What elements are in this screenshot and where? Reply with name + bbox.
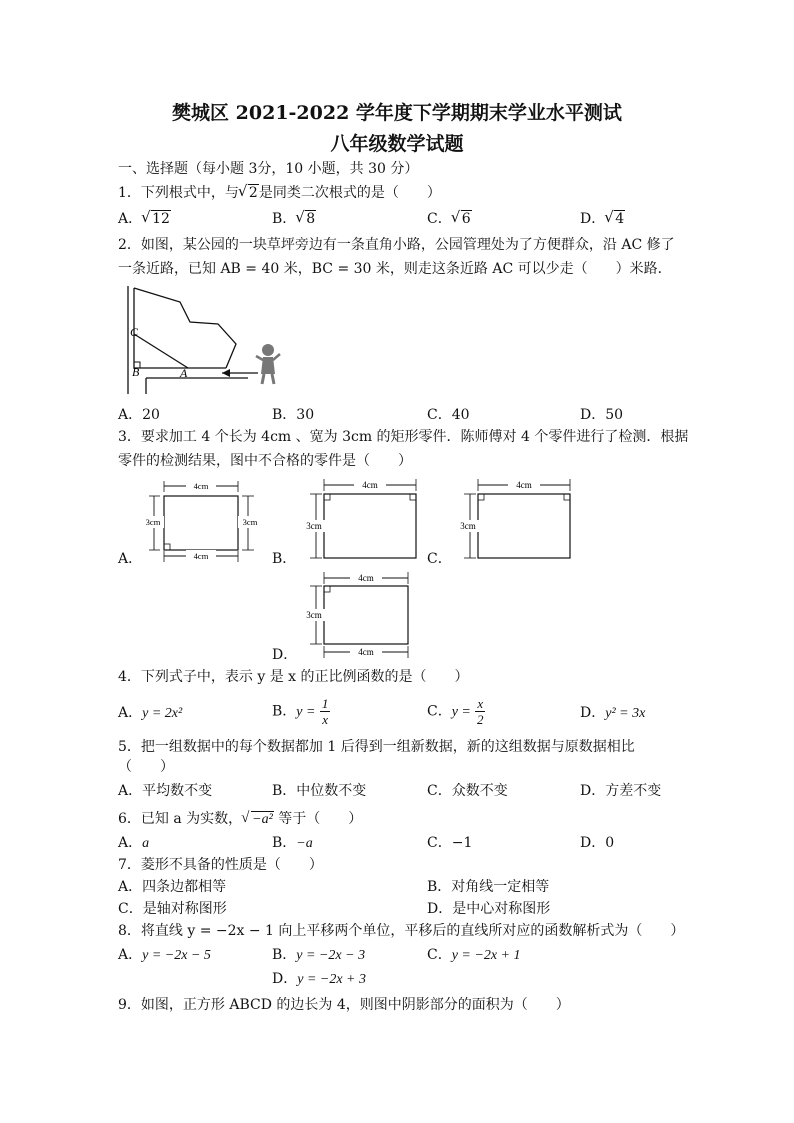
option-text: −1 (451, 835, 473, 851)
question-3-line2: 零件的检测结果，图中不合格的零件是（ ） (118, 453, 412, 469)
q8-option-b[interactable] (272, 946, 365, 965)
q6-sqrt (242, 811, 274, 829)
option-value: 20 (142, 407, 160, 423)
q1-option-d[interactable] (580, 210, 625, 228)
dim-left: 3cm (460, 521, 476, 531)
q6-option-b[interactable] (272, 834, 313, 853)
q3-option-a[interactable]: A． (118, 551, 143, 567)
dim-bottom: 4cm (358, 647, 374, 657)
option-label: A． (118, 705, 143, 721)
q4-option-a[interactable] (118, 704, 182, 723)
shortcut-ac (134, 334, 188, 368)
option-label: C． (427, 407, 452, 423)
option-label: B． (272, 703, 297, 720)
option-label: B． (272, 947, 297, 963)
option-radicand: 6 (461, 211, 471, 227)
option-label: D． (580, 835, 606, 851)
exam-subtitle: 八年级数学试题 (330, 133, 464, 155)
option-label: D． (272, 971, 298, 987)
option-expr: y² = 3x (605, 706, 646, 721)
option-expr: y = 2x² (142, 706, 183, 721)
question-3-line1: 3．要求加工 4 个长为 4cm 、宽为 3cm 的矩形零件．陈师傅对 4 个零件进行了检测．根据 (118, 429, 689, 445)
option-text: y = −2x − 3 (296, 948, 366, 963)
option-sqrt (142, 210, 171, 228)
q3-figure-b (298, 476, 426, 564)
q1-sqrt (239, 184, 259, 202)
q8-option-a[interactable] (118, 946, 211, 965)
option-radicand: 4 (615, 211, 625, 227)
q3-figure-c (452, 476, 580, 564)
q4-option-d[interactable] (580, 704, 645, 723)
option-lhs: y = (296, 704, 316, 720)
dim-top: 4cm (362, 480, 378, 490)
q2-park-figure (118, 284, 288, 398)
q7-option-d[interactable] (427, 900, 550, 918)
option-text: y = −2x + 3 (297, 972, 367, 987)
option-text: 0 (605, 835, 615, 851)
option-label: C． (427, 211, 452, 227)
option-label: B． (272, 835, 297, 851)
arrow-head (222, 369, 230, 377)
option-text: a (142, 836, 150, 851)
option-label: D． (580, 783, 606, 799)
fraction-den: x (322, 712, 329, 727)
lawn-outline (134, 288, 236, 368)
q5-option-b[interactable] (272, 782, 366, 800)
q2-option-b[interactable] (272, 406, 314, 424)
option-label: B． (272, 407, 297, 423)
option-sqrt (605, 210, 625, 228)
question-5-line1: 5．把一组数据中的每个数据都加 1 后得到一组新数据，新的这组数据与原数据相比 (118, 739, 635, 755)
q6-option-c[interactable] (427, 834, 472, 852)
q5-option-a[interactable] (118, 782, 212, 800)
option-label: C． (427, 703, 452, 720)
option-value: 30 (296, 407, 315, 423)
option-lhs: y = (451, 704, 471, 720)
option-label: B． (427, 879, 452, 895)
q3-option-d[interactable]: D． (272, 647, 298, 663)
option-label: D． (580, 705, 606, 721)
fraction-den: 2 (476, 712, 484, 727)
option-value: 40 (451, 407, 470, 423)
option-label: A． (118, 407, 143, 423)
dim-top: 4cm (516, 480, 532, 490)
option-text: 对角线一定相等 (451, 879, 550, 895)
option-text: 四条边都相等 (142, 879, 227, 895)
option-label: C． (427, 783, 452, 799)
label-b: B (132, 365, 140, 379)
option-fraction (475, 696, 485, 727)
q1-option-a[interactable] (118, 210, 171, 228)
option-label: D． (580, 211, 606, 227)
q6-text-post: 等于（ ） (273, 811, 363, 827)
option-label: A． (118, 783, 143, 799)
label-c: C (130, 325, 139, 339)
dim-top: 4cm (358, 573, 374, 583)
question-2-line2: 一条近路，已知 AB = 40 米，BC = 30 米，则走这条近路 AC 可以少走（ ）米路． (118, 261, 672, 277)
person-head (262, 344, 274, 356)
q4-option-c[interactable] (427, 696, 485, 727)
option-text: 方差不变 (605, 783, 662, 799)
option-radicand: 8 (306, 211, 316, 227)
option-label: A． (118, 947, 143, 963)
q2-option-a[interactable] (118, 406, 160, 424)
option-label: C． (427, 947, 452, 963)
section-heading: 一、选择题（每小题 3分，10 小题，共 30 分） (118, 161, 419, 177)
option-text: y = −2x − 5 (142, 948, 211, 963)
q1-radicand: 2 (248, 185, 258, 201)
option-text: 平均数不变 (142, 783, 213, 799)
option-sqrt (296, 210, 316, 228)
q5-option-c[interactable] (427, 782, 508, 800)
q6-option-a[interactable] (118, 834, 149, 853)
dim-bottom: 4cm (193, 551, 209, 561)
question-4: 4．下列式子中，表示 y 是 x 的正比例函数的是（ ） (118, 669, 469, 685)
option-radicand: 12 (152, 211, 170, 227)
q3-figure-d (298, 570, 426, 660)
option-label: B． (272, 211, 297, 227)
option-value: 50 (605, 407, 624, 423)
option-text: 中位数不变 (296, 783, 367, 799)
option-label: D． (580, 407, 606, 423)
question-6 (118, 810, 362, 829)
question-5-line2: （ ） (118, 759, 174, 775)
q1-option-b[interactable] (272, 210, 316, 228)
q8-option-c[interactable] (427, 946, 521, 965)
q1-option-c[interactable] (427, 210, 472, 228)
question-8: 8．将直线 y = −2x − 1 向上平移两个单位，平移后的直线所对应的函数解析式为（ ） (118, 923, 685, 939)
q3-option-b[interactable]: B． (272, 551, 297, 567)
q7-option-c[interactable] (118, 900, 227, 918)
option-label: A． (118, 211, 143, 227)
option-text: 是轴对称图形 (142, 901, 227, 917)
q6-radicand: −a² (252, 812, 273, 827)
q6-text-pre: 6．已知 a 为实数， (118, 811, 243, 827)
q1-text-pre: 1．下列根式中，与 (118, 185, 239, 201)
q4-option-b[interactable] (272, 696, 330, 727)
q7-option-a[interactable] (118, 878, 226, 896)
q6-option-d[interactable] (580, 834, 614, 852)
dim-left: 3cm (306, 521, 322, 531)
fraction-num: 1 (321, 696, 329, 711)
fraction-num: x (477, 696, 484, 711)
q2-option-c[interactable] (427, 406, 470, 424)
option-sqrt (452, 210, 472, 228)
option-label: C． (427, 835, 452, 851)
option-label: A． (118, 879, 143, 895)
dim-left: 3cm (306, 610, 322, 620)
dim-top: 4cm (193, 481, 209, 491)
option-label: D． (427, 901, 453, 917)
q3-figure-a (140, 476, 268, 564)
q8-option-d[interactable] (272, 970, 366, 989)
question-1 (118, 184, 441, 202)
question-2-line1: 2．如图，某公园的一块草坪旁边有一条直角小路，公园管理处为了方便群众，沿 AC 修了 (118, 237, 675, 253)
exam-title: 樊城区 2021-2022 学年度下学期期末学业水平测试 (172, 102, 622, 124)
q7-option-b[interactable] (427, 878, 549, 896)
option-label: A． (118, 835, 143, 851)
dim-right: 3cm (242, 517, 258, 527)
option-text: −a (296, 836, 313, 851)
q5-option-d[interactable] (580, 782, 661, 800)
q2-option-d[interactable] (580, 406, 623, 424)
q1-text-post: 是同类二次根式的是（ ） (258, 185, 441, 201)
question-9: 9．如图，正方形 ABCD 的边长为 4，则图中阴影部分的面积为（ ） (118, 997, 570, 1013)
option-text: 众数不变 (451, 783, 508, 799)
q3-option-c[interactable]: C． (427, 551, 452, 567)
option-text: 是中心对称图形 (452, 901, 551, 917)
option-text: y = −2x + 1 (451, 948, 521, 963)
option-label: B． (272, 783, 297, 799)
dim-left: 3cm (145, 517, 161, 527)
option-fraction (320, 696, 331, 727)
option-label: C． (118, 901, 143, 917)
label-a: A (180, 366, 188, 380)
question-7: 7．菱形不具备的性质是（ ） (118, 857, 323, 873)
